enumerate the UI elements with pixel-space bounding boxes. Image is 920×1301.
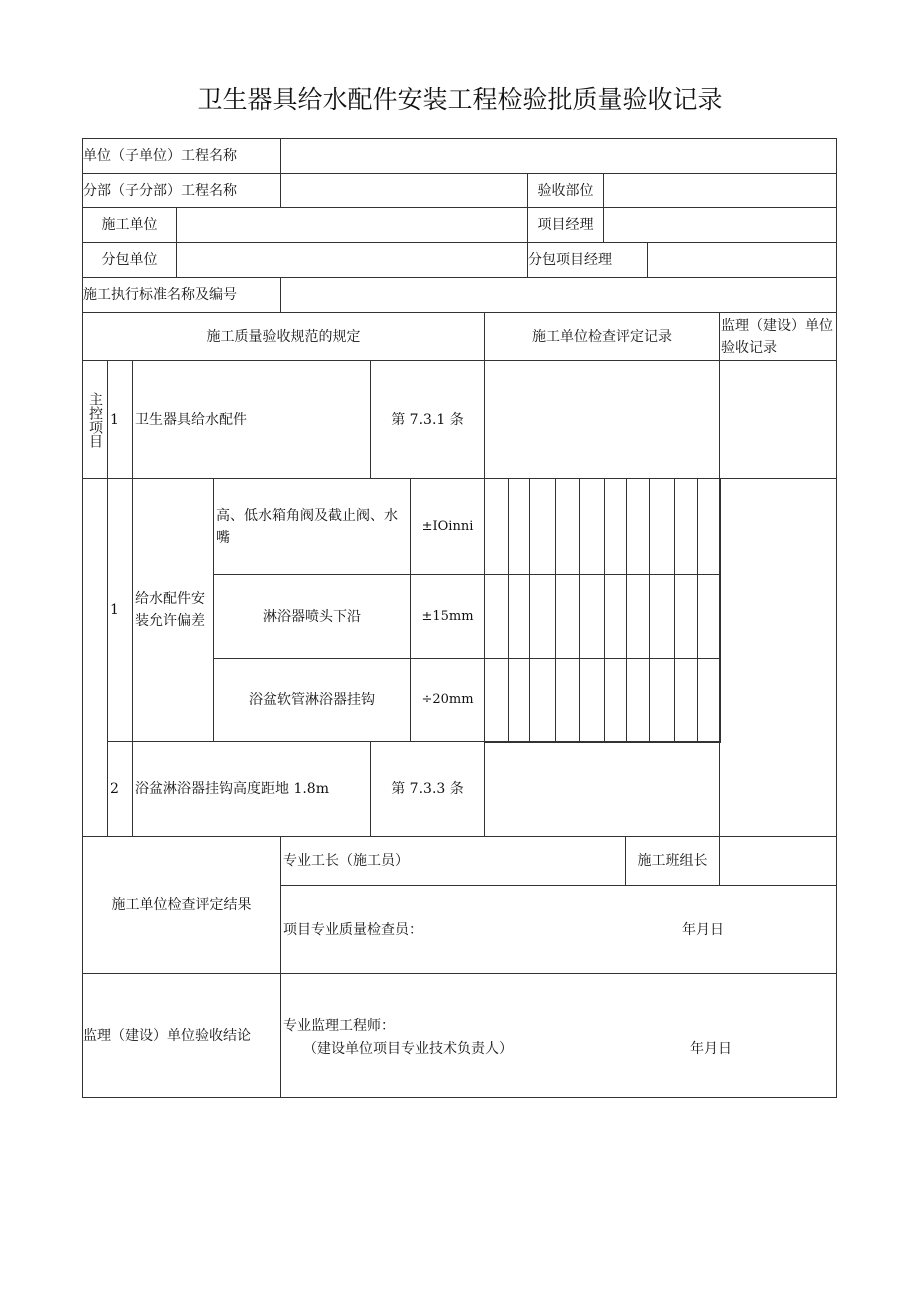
general-item-2-check-record[interactable] [484, 741, 720, 837]
measurement-cell[interactable] [626, 478, 650, 575]
sub-item-2-name: 淋浴器喷头下沿 [213, 574, 411, 659]
field-sub-project-name[interactable] [280, 173, 528, 208]
measurement-cell[interactable] [555, 478, 580, 575]
team-leader-label: 施工班组长 [625, 836, 720, 886]
main-item-supervision-record[interactable] [719, 360, 837, 479]
measurement-cell[interactable] [626, 574, 650, 659]
field-acceptance-part[interactable] [603, 173, 837, 208]
conclusion-label: 监理（建设）单位验收结论 [82, 973, 281, 1098]
measurement-cell[interactable] [604, 574, 627, 659]
measurement-cell[interactable] [555, 574, 580, 659]
measurement-cell[interactable] [555, 658, 580, 743]
main-control-label: 主控项目 [82, 360, 108, 479]
measurement-cell[interactable] [674, 658, 698, 743]
sub-item-3-tolerance: ÷20mm [410, 658, 485, 742]
measurement-cell[interactable] [529, 478, 556, 575]
measurement-cell[interactable] [508, 478, 530, 575]
sub-item-1-name: 高、低水箱角阀及截止阀、水嘴 [213, 478, 411, 575]
measurement-cell[interactable] [508, 658, 530, 743]
general-item-1-number: 1 [107, 478, 133, 742]
label-project-manager: 项目经理 [527, 207, 604, 243]
label-standard: 施工执行标准名称及编号 [82, 277, 281, 313]
field-standard[interactable] [280, 277, 837, 313]
general-supervision-record[interactable] [719, 478, 837, 837]
measurement-cell[interactable] [604, 478, 627, 575]
measurement-cell[interactable] [626, 658, 650, 743]
label-subcontract-manager: 分包项目经理 [527, 242, 648, 278]
field-subcontract-unit[interactable] [176, 242, 528, 278]
label-sub-project-name: 分部（子分部）工程名称 [82, 173, 281, 208]
inspector-date: 年月日 [682, 922, 724, 938]
main-item-clause: 第 7.3.1 条 [370, 360, 485, 479]
measurement-cell[interactable] [649, 478, 675, 575]
field-project-manager[interactable] [603, 207, 837, 243]
measurement-cell[interactable] [484, 658, 509, 743]
inspector-cell[interactable] [280, 885, 837, 974]
measurement-cell[interactable] [484, 574, 509, 659]
field-unit-project-name[interactable] [280, 138, 837, 174]
sub-item-2-tolerance: ±15mm [410, 574, 485, 659]
measurement-cell[interactable] [484, 478, 509, 575]
measurement-cell[interactable] [697, 574, 721, 659]
team-leader-field[interactable] [719, 836, 837, 886]
sub-item-1-tolerance: ±IOinni [410, 478, 485, 575]
main-item-check-record[interactable] [484, 360, 720, 479]
measurement-cell[interactable] [529, 574, 556, 659]
column-header-spec: 施工质量验收规范的规定 [82, 312, 485, 361]
measurement-cell[interactable] [579, 478, 605, 575]
page-title: 卫生器具给水配件安装工程检验批质量验收记录 [197, 85, 723, 114]
label-acceptance-part: 验收部位 [527, 173, 604, 208]
engineer-label: 专业监理工程师： [283, 1018, 395, 1034]
main-item-number: 1 [107, 360, 133, 479]
measurement-cell[interactable] [649, 658, 675, 743]
conclusion-date: 年月日 [690, 1041, 732, 1057]
owner-label: （建设单位项目专业技术负责人） [303, 1041, 513, 1057]
measurement-cell[interactable] [674, 478, 698, 575]
conclusion-cell[interactable] [280, 973, 837, 1098]
foreman-label: 专业工长（施工员） [280, 836, 626, 886]
measurement-cell[interactable] [508, 574, 530, 659]
main-item-name: 卫生器具给水配件 [132, 360, 371, 479]
measurement-cell[interactable] [697, 478, 721, 575]
inspector-label: 项目专业质量检查员： [283, 922, 423, 938]
sub-item-3-name: 浴盆软管淋浴器挂钩 [213, 658, 411, 742]
measurement-cell[interactable] [697, 658, 721, 743]
label-construction-unit: 施工单位 [82, 207, 177, 243]
label-subcontract-unit: 分包单位 [82, 242, 177, 278]
measurement-cell[interactable] [604, 658, 627, 743]
label-unit-project-name: 单位（子单位）工程名称 [82, 138, 281, 174]
field-construction-unit[interactable] [176, 207, 528, 243]
column-header-check-record: 施工单位检查评定记录 [484, 312, 720, 361]
measurement-cell[interactable] [579, 574, 605, 659]
general-item-2-name: 浴盆淋浴器挂钩高度距地 1.8m [132, 741, 371, 837]
general-item-2-number: 2 [107, 741, 133, 837]
measurement-cell[interactable] [579, 658, 605, 743]
general-item-1-name: 给水配件安装允许偏差 [132, 478, 214, 742]
general-items-label [82, 478, 108, 837]
general-item-2-clause: 第 7.3.3 条 [370, 741, 485, 837]
column-header-supervision-record: 监理（建设）单位验收记录 [719, 312, 837, 361]
measurement-cell[interactable] [674, 574, 698, 659]
result-label: 施工单位检查评定结果 [82, 836, 281, 974]
measurement-cell[interactable] [529, 658, 556, 743]
field-subcontract-manager[interactable] [647, 242, 837, 278]
measurement-cell[interactable] [649, 574, 675, 659]
